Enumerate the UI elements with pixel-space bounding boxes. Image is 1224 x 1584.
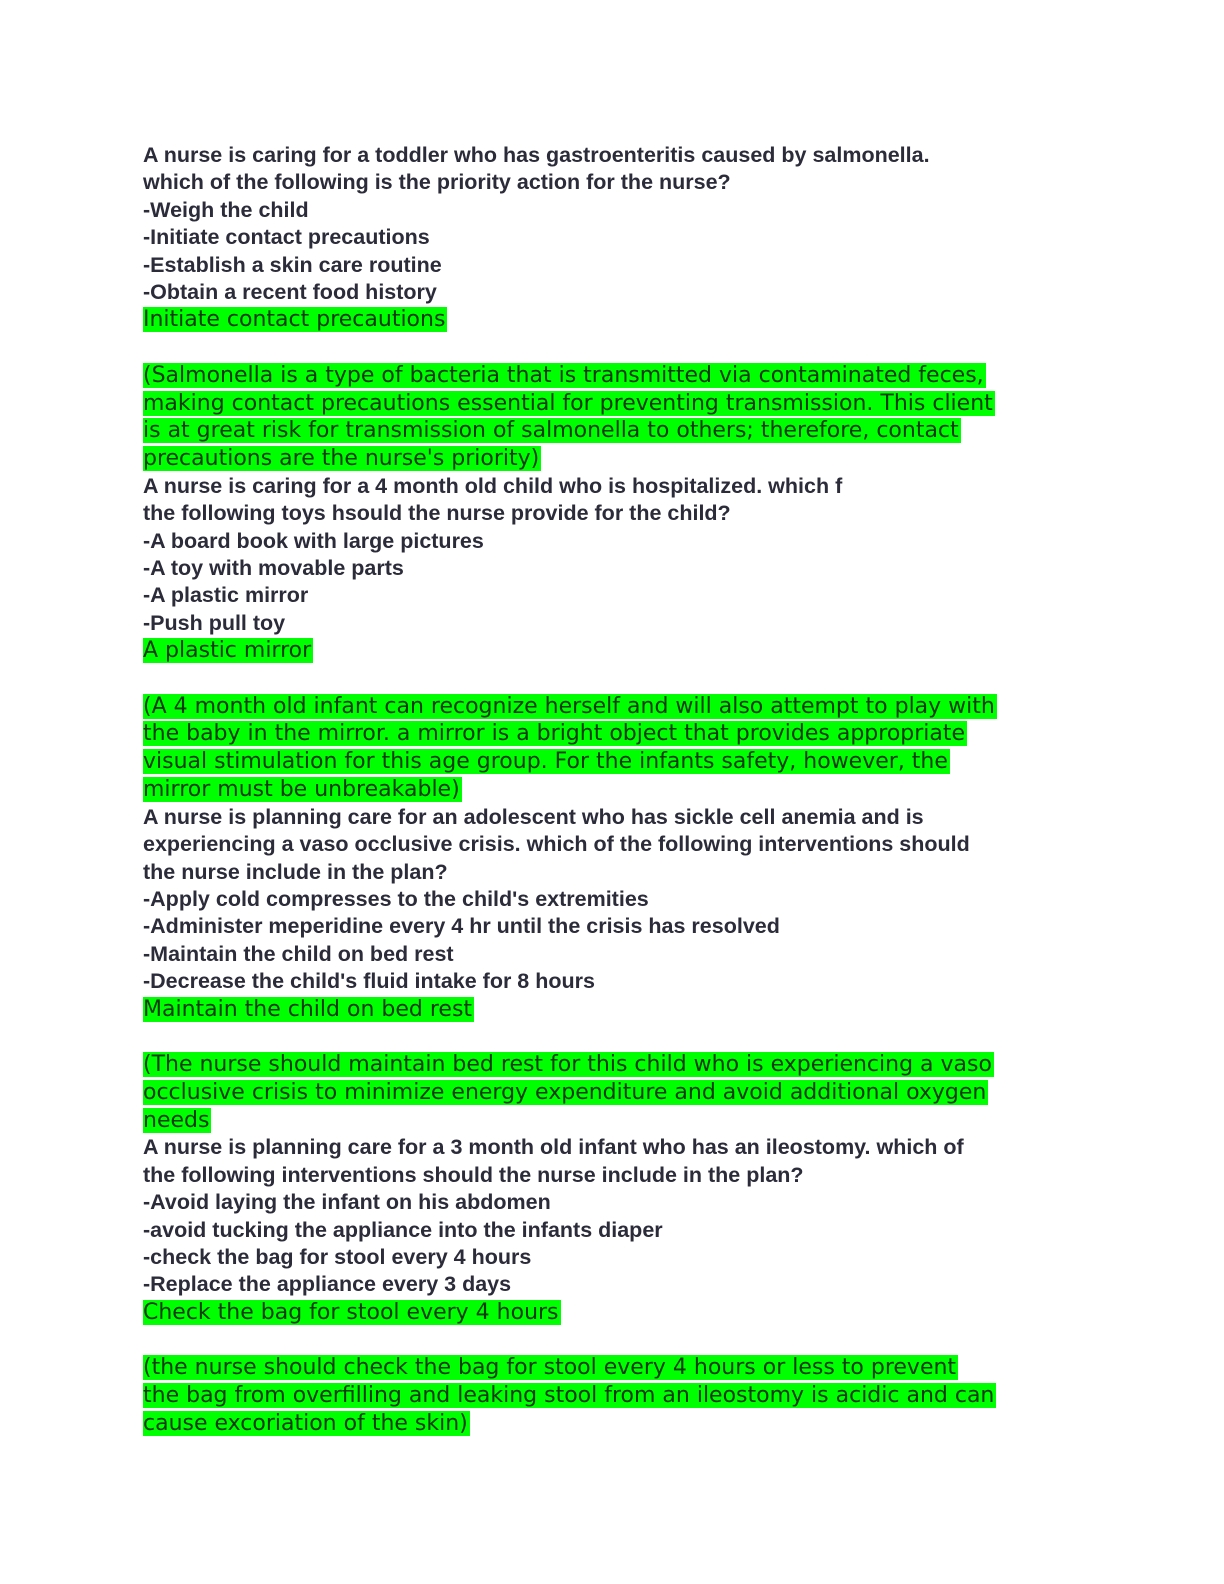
rationale-line [143, 1107, 1083, 1135]
question-stem-line: the nurse include in the plan? [143, 859, 448, 884]
rationale-line [143, 693, 1083, 721]
question-stem-line: A nurse is caring for a toddler who has gastroenteritis caused by salmonella. [143, 143, 930, 167]
question-stem-line: which of the following is the priority action for the nurse? [143, 170, 731, 195]
rationale-line [143, 1354, 1083, 1382]
rationale-line [143, 776, 1083, 804]
rationale-line [143, 1051, 1083, 1079]
rationale-text: (the nurse should check the bag for stool every 4 hours or less to prevent [143, 1355, 957, 1381]
question-stem-line: A nurse is planning care for a 3 month old infant who has an ileostomy. which of [143, 1135, 964, 1160]
answer-option: -Maintain the child on bed rest [143, 941, 454, 966]
question-block [143, 1134, 1083, 1437]
answer-option: -Establish a skin care routine [143, 252, 442, 277]
blank-line [143, 1327, 1083, 1355]
question-block [143, 473, 1083, 804]
rationale-text: (Salmonella is a type of bacteria that is transmitted via contaminated feces, [143, 362, 984, 388]
rationale-line [143, 1382, 1083, 1410]
answer-option: -Initiate contact precautions [143, 225, 430, 250]
question-block [143, 142, 1083, 473]
answer-option: -Push pull toy [143, 610, 286, 635]
rationale-line [143, 390, 1083, 418]
question-stem-line: experiencing a vaso occlusive crisis. which of the following interventions should [143, 832, 970, 857]
rationale-text: precautions are the nurse's priority) [143, 446, 540, 472]
answer-option: -Administer meperidine every 4 hr until the crisis has resolved [143, 914, 780, 939]
rationale-text: the bag from overfilling and leaking stool from an ileostomy is acidic and can [143, 1382, 995, 1408]
correct-answer-line [143, 637, 1083, 665]
question-stem-line: A nurse is caring for a 4 month old child who is hospitalized. which f [143, 473, 843, 498]
answer-option: -check the bag for stool every 4 hours [143, 1244, 532, 1269]
correct-answer-line [143, 996, 1083, 1024]
blank-line [143, 334, 1083, 362]
rationale-text: cause excoriation of the skin) [143, 1410, 468, 1436]
rationale-text: the baby in the mirror. a mirror is a bright object that provides appropriate [143, 721, 966, 747]
correct-answer: Maintain the child on bed rest [143, 996, 473, 1022]
rationale-text: making contact precautions essential for preventing transmission. This client [143, 390, 993, 416]
rationale-line [143, 748, 1083, 776]
correct-answer: A plastic mirror [143, 638, 312, 664]
answer-option: -Weigh the child [143, 197, 309, 222]
rationale-text: needs [143, 1107, 210, 1133]
answer-option: -A toy with movable parts [143, 556, 404, 581]
rationale-line [143, 1410, 1083, 1438]
answer-option: -avoid tucking the appliance into the infants diaper [143, 1217, 663, 1242]
rationale-text: visual stimulation for this age group. For the infants safety, however, the [143, 749, 948, 775]
answer-option: -Avoid laying the infant on his abdomen [143, 1190, 551, 1215]
rationale-line [143, 445, 1083, 473]
answer-option: -Decrease the child's fluid intake for 8 hours [143, 969, 595, 994]
correct-answer: Check the bag for stool every 4 hours [143, 1299, 559, 1325]
rationale-text: mirror must be unbreakable) [143, 777, 460, 803]
rationale-line [143, 362, 1083, 390]
answer-option: -A plastic mirror [143, 583, 309, 608]
correct-answer: Initiate contact precautions [143, 307, 446, 333]
question-stem-line: the following toys hsould the nurse provide for the child? [143, 501, 731, 526]
question-stem-line: A nurse is planning care for an adolescent who has sickle cell anemia and is [143, 804, 924, 829]
answer-option: -Obtain a recent food history [143, 279, 437, 304]
document-page [143, 142, 1083, 1437]
correct-answer-line [143, 306, 1083, 334]
rationale-text: occlusive crisis to minimize energy expenditure and avoid additional oxygen [143, 1079, 987, 1105]
answer-option: -Replace the appliance every 3 days [143, 1272, 512, 1297]
rationale-line [143, 417, 1083, 445]
question-stem-line: the following interventions should the nurse include in the plan? [143, 1162, 804, 1187]
question-block [143, 804, 1083, 1135]
correct-answer-line [143, 1299, 1083, 1327]
rationale-line [143, 720, 1083, 748]
rationale-text: is at great risk for transmission of salmonella to others; therefore, contact [143, 418, 959, 444]
rationale-line [143, 1079, 1083, 1107]
rationale-text: (The nurse should maintain bed rest for this child who is experiencing a vaso [143, 1051, 992, 1077]
blank-line [143, 665, 1083, 693]
blank-line [143, 1023, 1083, 1051]
rationale-text: (A 4 month old infant can recognize herself and will also attempt to play with [143, 693, 995, 719]
answer-option: -Apply cold compresses to the child's extremities [143, 887, 649, 912]
answer-option: -A board book with large pictures [143, 528, 484, 553]
